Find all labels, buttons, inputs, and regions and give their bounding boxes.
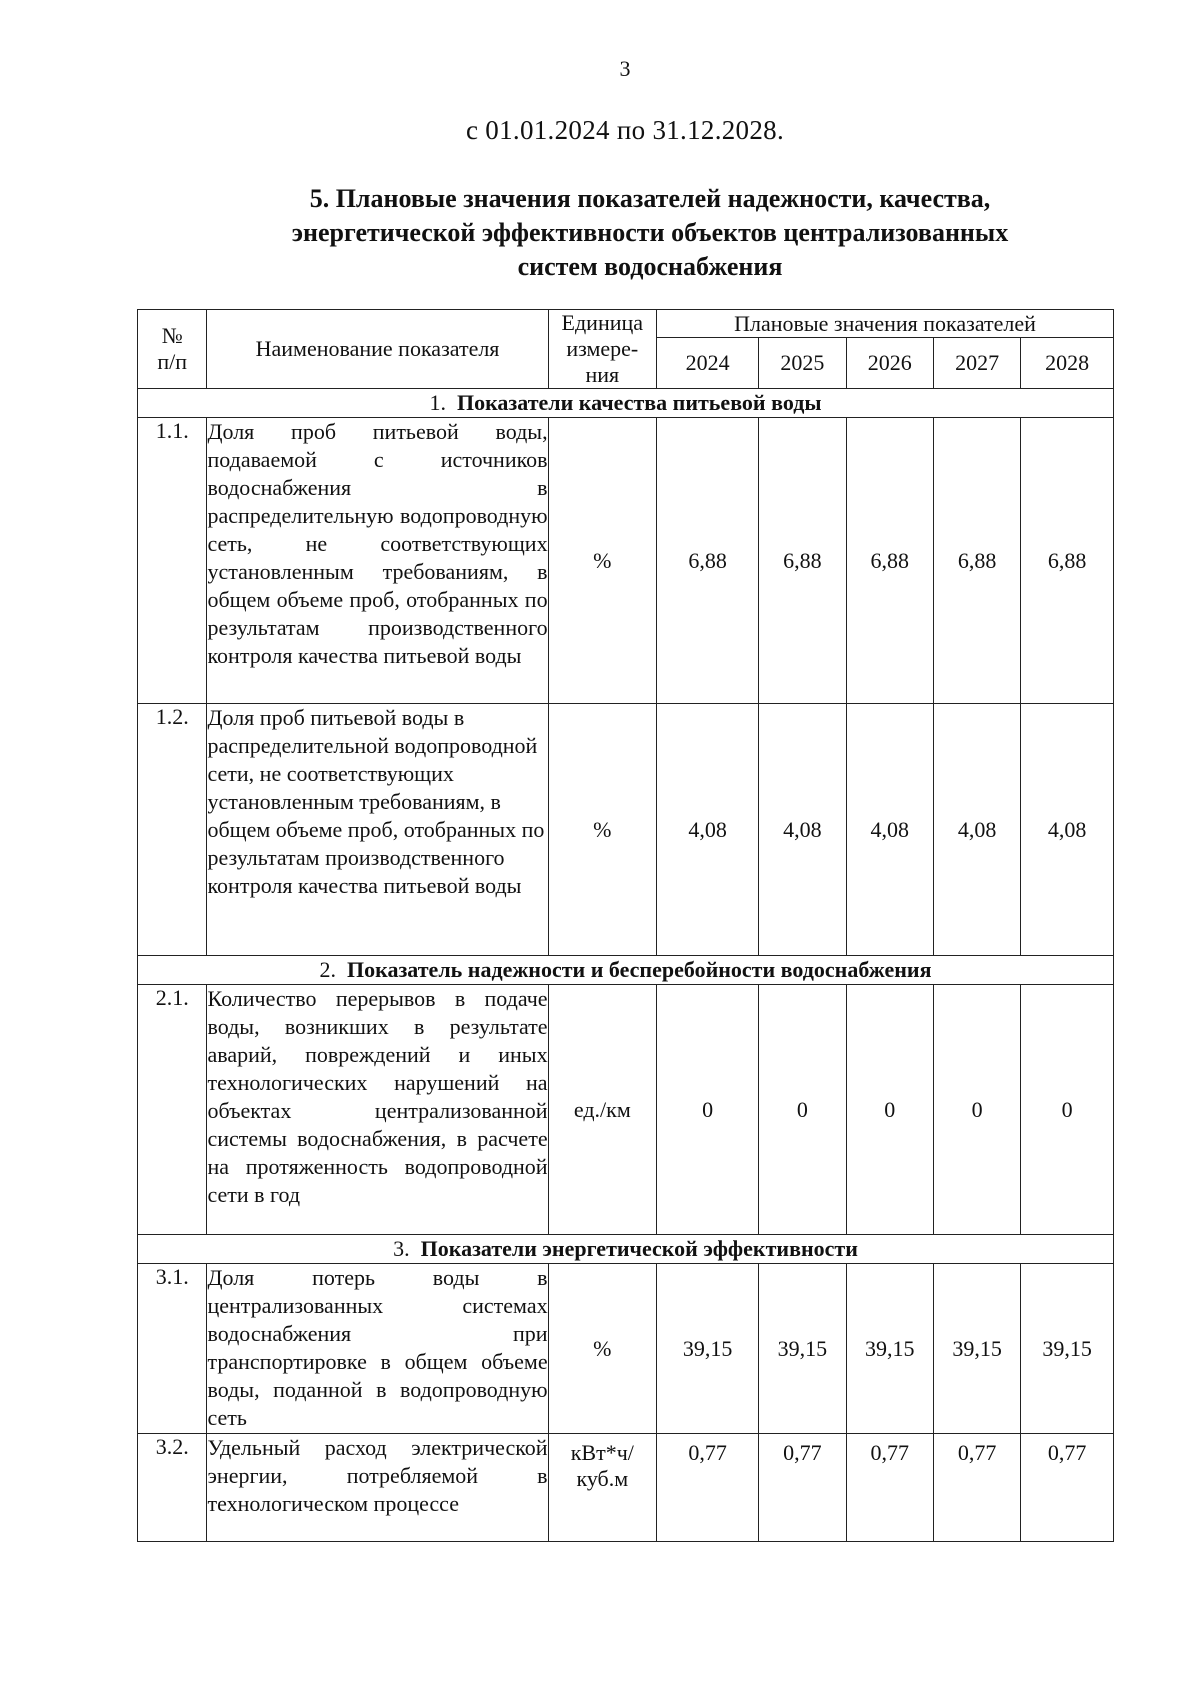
header-unit: [548, 310, 656, 389]
header-year-2027: 2027: [933, 338, 1020, 389]
row-value-2028: 4,08: [1021, 704, 1114, 956]
row-unit: ед./км: [548, 985, 656, 1235]
group-title: Показатели энергетической эффективности: [420, 1236, 858, 1261]
header-num-line-2: п/п: [157, 349, 188, 374]
group-heading-3: [138, 1235, 1114, 1264]
table-row: [138, 418, 1114, 704]
row-value-2025: 6,88: [759, 418, 846, 704]
row-value-2027: 0: [933, 985, 1020, 1235]
group-num: 2.: [319, 957, 337, 982]
group-num: 1.: [429, 390, 446, 415]
header-unit-line-1: Единица: [561, 310, 644, 335]
row-value-2026: 39,15: [846, 1264, 933, 1434]
table-row: [138, 1434, 1114, 1542]
row-value-2028: 6,88: [1021, 418, 1114, 704]
row-value-2026: 0: [846, 985, 933, 1235]
row-value-2025: 4,08: [759, 704, 846, 956]
group-title: Показатель надежности и бесперебойности водоснабжения: [347, 957, 932, 982]
header-year-2024: 2024: [657, 338, 759, 389]
row-unit: %: [548, 1264, 656, 1434]
row-value-2028: 0,77: [1021, 1434, 1114, 1542]
group-row: [138, 956, 1114, 985]
row-value-2027: 4,08: [933, 704, 1020, 956]
section-title-line-2: энергетической эффективности объектов централизованных: [291, 218, 1009, 247]
table-row: [138, 704, 1114, 956]
row-value-2025: 0,77: [759, 1434, 846, 1542]
row-value-2027: 39,15: [933, 1264, 1020, 1434]
header-year-2028: 2028: [1021, 338, 1114, 389]
row-name: Доля проб питьевой воды, подаваемой с источников водоснабжения в распределительную водопроводную сеть, не соответствующих установленным требованиям, в общем объеме проб, отобранных по результатам производственного контроля качества питьевой воды: [207, 418, 548, 704]
period-text: с 01.01.2024 по 31.12.2028.: [465, 115, 785, 145]
row-name: Удельный расход электрической энергии, потребляемой в технологическом процессе: [207, 1434, 548, 1542]
header-year-2026: 2026: [846, 338, 933, 389]
section-title: [200, 182, 1100, 284]
table-row: [138, 985, 1114, 1235]
row-value-2027: 6,88: [933, 418, 1020, 704]
group-row: [138, 389, 1114, 418]
row-num: 1.1.: [138, 418, 207, 704]
row-value-2028: 39,15: [1021, 1264, 1114, 1434]
group-row: [138, 1235, 1114, 1264]
row-name: Доля потерь воды в централизованных системах водоснабжения при транспортировке в общем объеме воды, поданной в водопроводную сеть: [207, 1264, 548, 1434]
group-heading-2: [138, 956, 1114, 985]
row-value-2024: 0: [657, 985, 759, 1235]
row-num: 2.1.: [138, 985, 207, 1235]
row-unit: %: [548, 418, 656, 704]
row-num: 3.1.: [138, 1264, 207, 1434]
row-name: Количество перерывов в подаче воды, возникших в результате аварий, повреждений и иных технологических нарушений на объектах централизованной системы водоснабжения, в расчете на протяженность водопроводной сети в год: [207, 985, 548, 1235]
header-planned-values: Плановые значения показателей: [657, 310, 1114, 338]
row-value-2024: 0,77: [657, 1434, 759, 1542]
row-value-2024: 39,15: [657, 1264, 759, 1434]
row-unit-line-1: кВт*ч/: [570, 1440, 634, 1465]
group-heading-1: [138, 389, 1114, 418]
page-number: 3: [619, 56, 631, 81]
row-unit-line-2: куб.м: [576, 1466, 629, 1491]
row-name: Доля проб питьевой воды в распределительной водопроводной сети, не соответствующих установленным требованиям, в общем объеме проб, отобранных по результатам производственного контроля качества питьевой воды: [207, 704, 548, 956]
header-unit-line-2: измере-: [566, 336, 639, 361]
row-value-2024: 4,08: [657, 704, 759, 956]
row-unit: [548, 1434, 656, 1542]
row-value-2026: 4,08: [846, 704, 933, 956]
row-value-2025: 0: [759, 985, 846, 1235]
section-title-line-3: систем водоснабжения: [517, 252, 783, 281]
row-value-2025: 39,15: [759, 1264, 846, 1434]
header-unit-line-3: ния: [585, 362, 620, 387]
section-title-line-1: 5. Плановые значения показателей надежности, качества,: [309, 184, 991, 213]
row-value-2026: 6,88: [846, 418, 933, 704]
row-value-2026: 0,77: [846, 1434, 933, 1542]
row-unit: %: [548, 704, 656, 956]
row-num: 3.2.: [138, 1434, 207, 1542]
table-row: [138, 1264, 1114, 1434]
row-value-2024: 6,88: [657, 418, 759, 704]
row-num: 1.2.: [138, 704, 207, 956]
row-value-2027: 0,77: [933, 1434, 1020, 1542]
header-year-2025: 2025: [759, 338, 846, 389]
header-num-line-1: №: [161, 323, 183, 348]
header-name: Наименование показателя: [207, 310, 548, 389]
row-value-2028: 0: [1021, 985, 1114, 1235]
header-num: [138, 310, 207, 389]
group-title: Показатели качества питьевой воды: [456, 390, 822, 415]
indicators-table: [137, 309, 1114, 1542]
group-num: 3.: [393, 1236, 410, 1261]
